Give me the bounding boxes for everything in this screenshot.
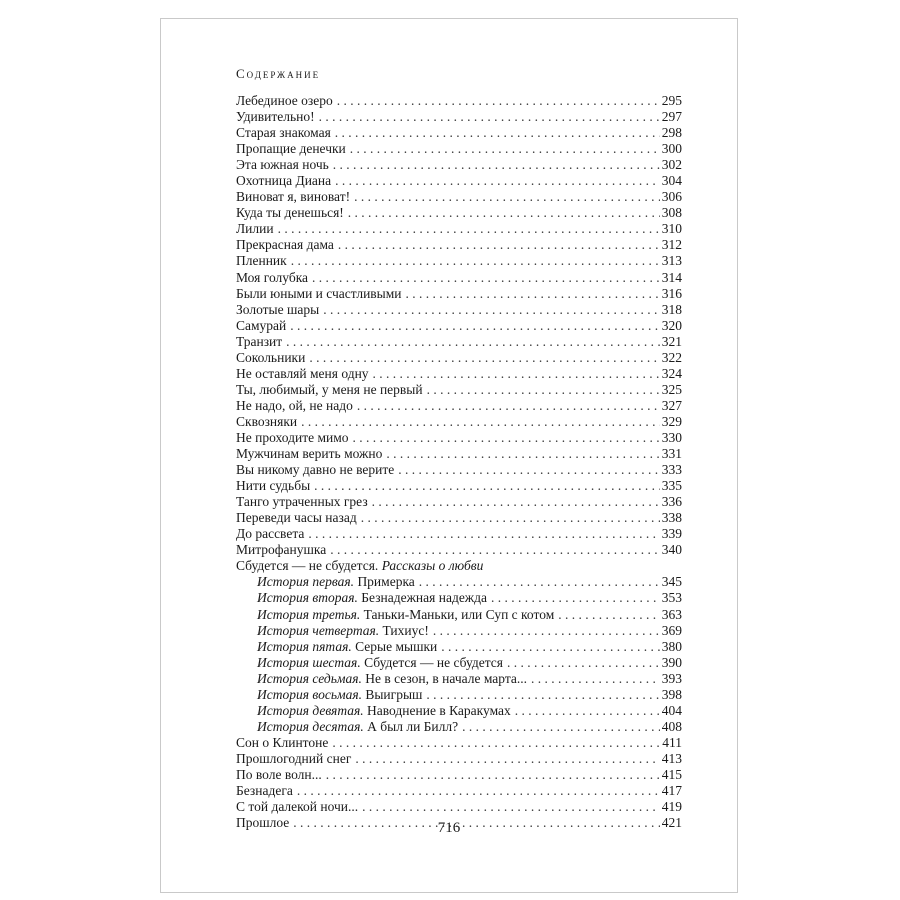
story-title-wrap <box>257 703 511 719</box>
leader-dots <box>355 751 659 767</box>
toc-entry-page: 325 <box>661 381 682 397</box>
leader-dots <box>531 671 660 687</box>
story-page: 380 <box>661 638 682 654</box>
toc-entry <box>236 526 682 542</box>
toc-entry-page: 313 <box>661 253 682 269</box>
toc-story <box>236 623 682 639</box>
toc-entry-page: 417 <box>661 783 682 799</box>
toc-entry-page: 338 <box>661 510 682 526</box>
toc-entry-page: 336 <box>661 494 682 510</box>
toc-entry <box>236 237 682 253</box>
story-title-wrap <box>257 607 554 623</box>
story-title: Выигрыш <box>365 686 423 702</box>
leader-dots <box>326 767 660 783</box>
toc-entry-title: До рассвета <box>236 526 305 542</box>
leader-dots <box>319 109 660 125</box>
story-page: 369 <box>661 622 682 638</box>
leader-dots <box>386 446 659 462</box>
leader-dots <box>312 270 660 286</box>
toc-story <box>236 590 682 606</box>
leader-dots <box>373 366 660 382</box>
toc-entry-title: Не оставляй меня одну <box>236 365 369 381</box>
toc-entry <box>236 783 682 799</box>
story-label: История первая. <box>257 574 355 590</box>
toc-entry-title: Транзит <box>236 333 283 349</box>
story-label: История четвертая. <box>257 622 380 638</box>
leader-dots <box>335 173 660 189</box>
toc-entry-title: Пленник <box>236 253 287 269</box>
leader-dots <box>301 414 660 430</box>
toc-entry-title: Сон о Клинтоне <box>236 734 329 750</box>
toc-entry-title: По воле волн... <box>236 766 322 782</box>
toc-entry-title: Лилии <box>236 221 274 237</box>
toc-story <box>236 655 682 671</box>
leader-dots <box>309 350 659 366</box>
leader-dots <box>335 125 660 141</box>
toc-entry <box>236 494 682 510</box>
toc-entry-title: Не проходите мимо <box>236 429 349 445</box>
toc-entry-title: Митрофанушка <box>236 542 327 558</box>
leader-dots <box>357 398 660 414</box>
toc-entry-page: 329 <box>661 413 682 429</box>
toc-entry <box>236 189 682 205</box>
story-label: История вторая. <box>257 590 358 606</box>
story-title: Безнадежная надежда <box>361 590 487 606</box>
toc-entry <box>236 510 682 526</box>
toc-entry <box>236 735 682 751</box>
story-title-wrap <box>257 574 415 590</box>
story-title: Таньки-Маньки, или Суп с котом <box>363 606 555 622</box>
toc-entry-title: Были юными и счастливыми <box>236 285 402 301</box>
toc-entry <box>236 366 682 382</box>
toc-entry <box>236 253 682 269</box>
story-title-wrap <box>257 655 503 671</box>
toc-entry-page: 295 <box>661 93 682 108</box>
toc-entry-page: 340 <box>661 542 682 558</box>
toc-entry-page: 327 <box>661 397 682 413</box>
toc-entry-page: 339 <box>661 526 682 542</box>
toc-entry-title: Прошлое <box>236 815 290 831</box>
toc-entry-title: Охотница Диана <box>236 173 332 189</box>
toc-entry-page: 316 <box>661 285 682 301</box>
leader-dots <box>398 462 659 478</box>
toc-entry <box>236 478 682 494</box>
toc-entry-page: 312 <box>661 237 682 253</box>
story-title-wrap <box>257 590 487 606</box>
toc-entry <box>236 318 682 334</box>
leader-dots <box>426 687 659 703</box>
leader-dots <box>333 157 660 173</box>
leader-dots <box>433 623 660 639</box>
leader-dots <box>286 334 660 350</box>
toc-entry-title: Сквозняки <box>236 413 298 429</box>
toc-entry <box>236 799 682 815</box>
leader-dots <box>353 430 660 446</box>
leader-dots <box>491 590 660 606</box>
toc-entry-title: Золотые шары <box>236 301 320 317</box>
toc-entry-title: Безнадега <box>236 783 293 799</box>
leader-dots <box>337 93 660 109</box>
leader-dots <box>323 302 660 318</box>
toc-entry-page: 320 <box>661 317 682 333</box>
leader-dots <box>558 607 660 623</box>
toc-entry-page: 306 <box>661 189 682 205</box>
toc-entry <box>236 430 682 446</box>
story-label: История восьмая. <box>257 686 362 702</box>
toc-entry-page: 413 <box>661 750 682 766</box>
toc-entry-page: 300 <box>661 141 682 157</box>
toc-entry <box>236 334 682 350</box>
leader-dots <box>515 703 660 719</box>
toc-entry-page: 318 <box>661 301 682 317</box>
toc-entry <box>236 414 682 430</box>
leader-dots <box>354 189 660 205</box>
leader-dots <box>348 205 660 221</box>
toc-entry <box>236 205 682 221</box>
toc-entry-title: Лебединое озеро <box>236 93 333 108</box>
toc-entry-page: 415 <box>661 766 682 782</box>
story-title: Серые мышки <box>355 638 438 654</box>
story-label: История пятая. <box>257 638 352 654</box>
story-title-wrap <box>257 623 429 639</box>
story-page: 408 <box>661 718 682 734</box>
section-subtitle: Рассказы о любви <box>381 558 484 574</box>
story-title: А был ли Билл? <box>367 718 459 734</box>
toc-entry-title: Самурай <box>236 317 287 333</box>
leader-dots <box>350 141 660 157</box>
story-page: 363 <box>661 606 682 622</box>
leader-dots <box>507 655 660 671</box>
leader-dots <box>332 735 660 751</box>
book-page <box>160 18 738 893</box>
toc-entry <box>236 157 682 173</box>
story-title: Наводнение в Каракумах <box>367 702 511 718</box>
story-page: 404 <box>661 702 682 718</box>
story-title-wrap <box>257 687 422 703</box>
toc-entry-page: 419 <box>661 799 682 815</box>
leader-dots <box>419 574 660 590</box>
toc-story <box>236 719 682 735</box>
toc-entry-page: 411 <box>662 734 682 750</box>
story-label: История третья. <box>257 606 361 622</box>
section-title-wrap <box>236 558 483 574</box>
toc-entry <box>236 382 682 398</box>
toc-entry-title: Старая знакомая <box>236 125 331 141</box>
story-page: 393 <box>661 670 682 686</box>
story-page: 353 <box>661 590 682 606</box>
page-number: 716 <box>437 820 461 836</box>
toc-entry-title: Переведи часы назад <box>236 510 357 526</box>
toc-entry-page: 331 <box>661 446 682 462</box>
story-title-wrap <box>257 639 437 655</box>
story-page: 398 <box>661 686 682 702</box>
toc-section <box>236 558 682 574</box>
toc-entry-page: 302 <box>661 157 682 173</box>
toc-entry-page: 333 <box>661 462 682 478</box>
toc-entry <box>236 109 682 125</box>
leader-dots <box>427 382 660 398</box>
leader-dots <box>361 510 660 526</box>
story-title: Сбудется — не сбудется <box>364 654 504 670</box>
toc-entry-page: 304 <box>661 173 682 189</box>
toc-entry-title: Моя голубка <box>236 269 309 285</box>
leader-dots <box>291 253 660 269</box>
toc-entry <box>236 302 682 318</box>
toc-entry-title: С той далекой ночи... <box>236 799 359 815</box>
section-title: Сбудется — не сбудется. <box>236 558 379 574</box>
story-title-wrap <box>257 671 527 687</box>
toc-entry-page: 335 <box>661 478 682 494</box>
toc-entry-title: Мужчинам верить можно <box>236 446 383 462</box>
toc-entry <box>236 446 682 462</box>
leader-dots <box>308 526 659 542</box>
toc-entry <box>236 286 682 302</box>
story-page: 345 <box>661 574 682 590</box>
toc-entry <box>236 141 682 157</box>
page-heading: Содержание <box>236 66 321 81</box>
toc-story <box>236 574 682 590</box>
toc-entry-title: Прошлогодний снег <box>236 750 352 766</box>
story-label: История седьмая. <box>257 670 362 686</box>
toc-entry-page: 322 <box>661 349 682 365</box>
toc-entry-page: 308 <box>661 205 682 221</box>
toc-entry <box>236 125 682 141</box>
story-title: Примерка <box>357 574 415 590</box>
table-of-contents <box>236 93 682 831</box>
story-page: 390 <box>661 654 682 670</box>
toc-entry-page: 330 <box>661 429 682 445</box>
toc-entry-page: 297 <box>661 109 682 125</box>
toc-entry-page: 321 <box>661 333 682 349</box>
toc-entry-page: 314 <box>661 269 682 285</box>
toc-entry-title: Вы никому давно не верите <box>236 462 395 478</box>
toc-entry-title: Куда ты денешься! <box>236 205 344 221</box>
toc-entry-title: Нити судьбы <box>236 478 311 494</box>
toc-story <box>236 687 682 703</box>
toc-entry-title: Сокольники <box>236 349 306 365</box>
story-label: История девятая. <box>257 702 364 718</box>
toc-entry-page: 310 <box>661 221 682 237</box>
toc-story <box>236 671 682 687</box>
leader-dots <box>372 494 660 510</box>
story-title: Не в сезон, в начале марта... <box>365 670 528 686</box>
toc-entry <box>236 398 682 414</box>
toc-entry <box>236 270 682 286</box>
toc-entry-page: 298 <box>661 125 682 141</box>
toc-entry-title: Ты, любимый, у меня не первый <box>236 381 423 397</box>
story-label: История десятая. <box>257 718 364 734</box>
toc-entry-page: 324 <box>661 365 682 381</box>
toc-entry <box>236 350 682 366</box>
leader-dots <box>338 237 660 253</box>
toc-entry-title: Прекрасная дама <box>236 237 334 253</box>
toc-entry <box>236 751 682 767</box>
toc-story <box>236 639 682 655</box>
toc-entry-title: Пропащие денечки <box>236 141 346 157</box>
toc-entry-title: Удивительно! <box>236 109 315 125</box>
leader-dots <box>314 478 660 494</box>
toc-entry-title: Виноват я, виноват! <box>236 189 351 205</box>
story-title-wrap <box>257 719 458 735</box>
leader-dots <box>441 639 660 655</box>
leader-dots <box>362 799 660 815</box>
toc-story <box>236 703 682 719</box>
toc-entry <box>236 767 682 783</box>
toc-entry-title: Эта южная ночь <box>236 157 329 173</box>
toc-entry <box>236 542 682 558</box>
leader-dots <box>406 286 660 302</box>
leader-dots <box>462 719 660 735</box>
leader-dots <box>290 318 659 334</box>
leader-dots <box>278 221 660 237</box>
toc-entry-title: Танго утраченных грез <box>236 494 368 510</box>
leader-dots <box>297 783 660 799</box>
toc-entry <box>236 173 682 189</box>
toc-entry <box>236 93 682 109</box>
story-title: Тихиус! <box>382 622 429 638</box>
toc-entry <box>236 221 682 237</box>
story-label: История шестая. <box>257 654 361 670</box>
toc-entry-page: 421 <box>661 815 682 831</box>
toc-entry <box>236 462 682 478</box>
toc-entry-title: Не надо, ой, не надо <box>236 397 353 413</box>
toc-story <box>236 607 682 623</box>
leader-dots <box>330 542 660 558</box>
